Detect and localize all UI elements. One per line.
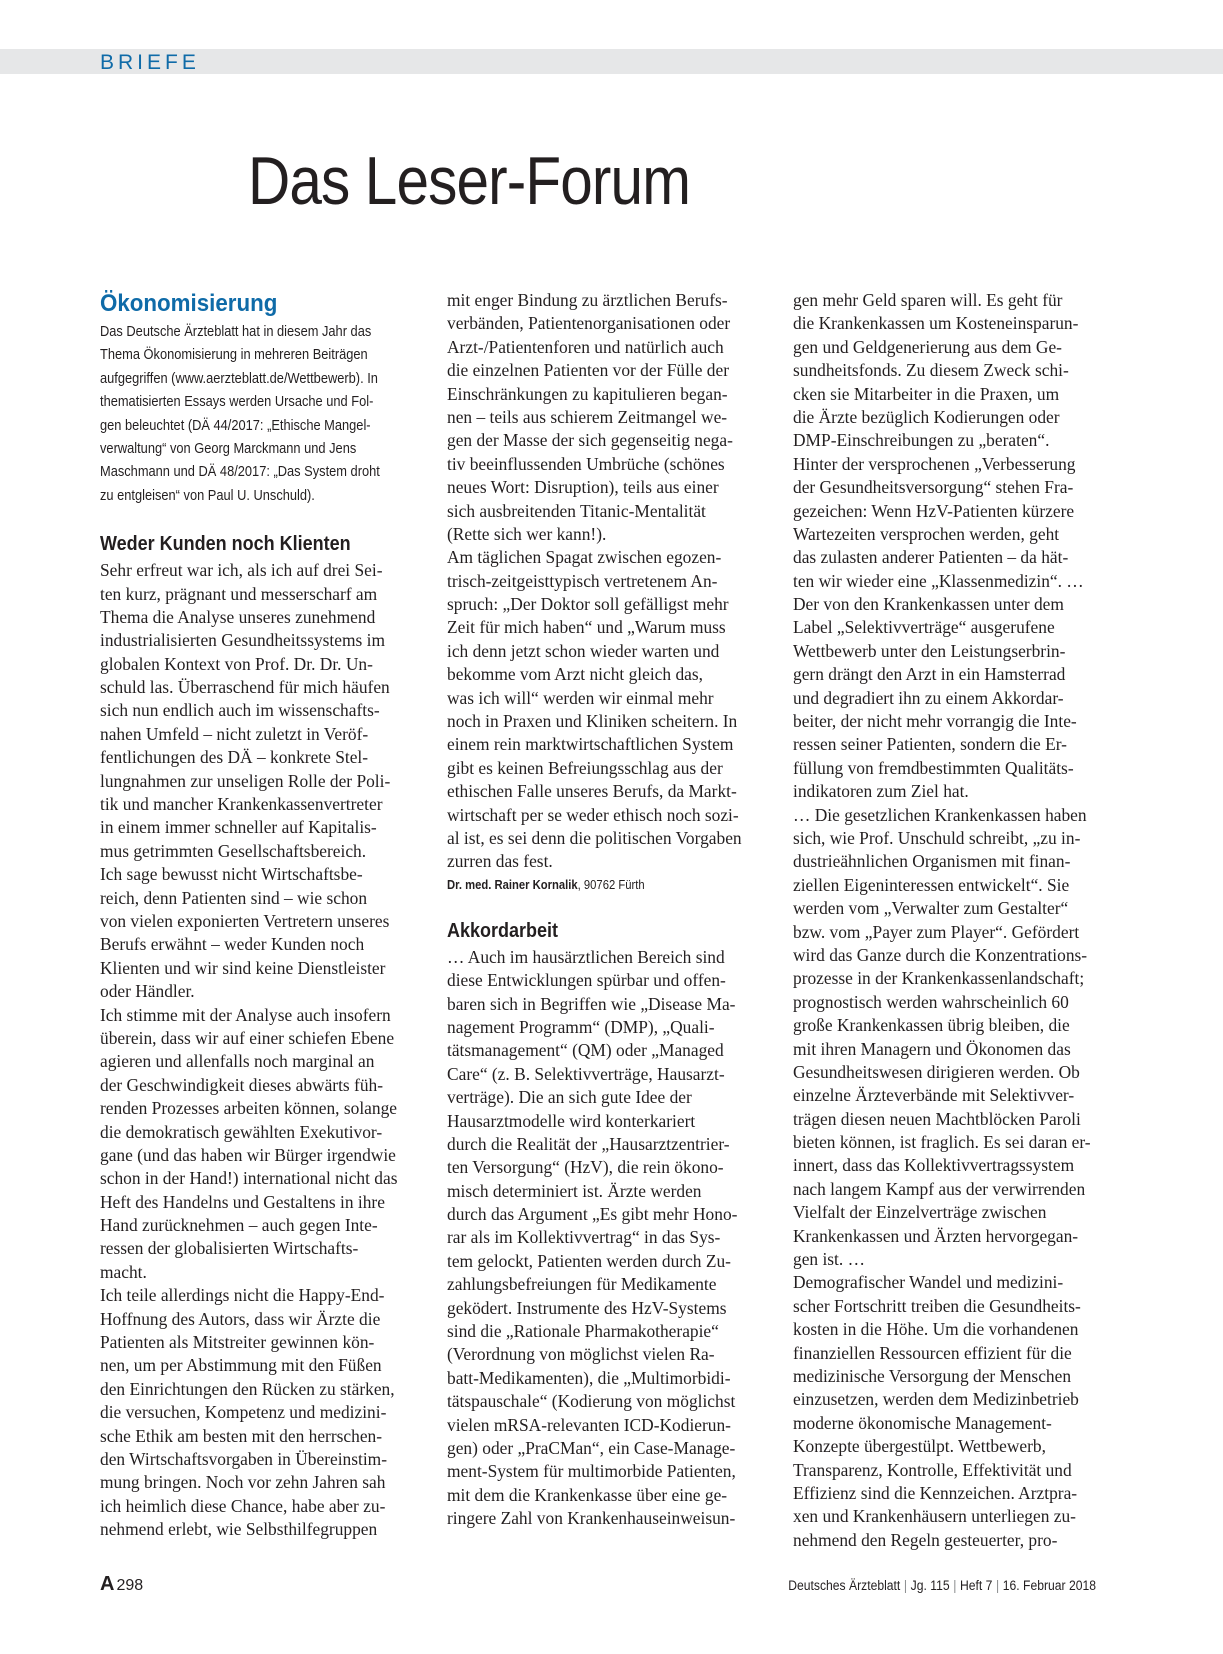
- text-line: Berufs erwähnt – weder Kunden noch: [100, 934, 365, 955]
- text-line: fentlichungen des DÄ – konkrete Stel-: [100, 747, 369, 768]
- text-line: mus getrimmten Gesellschaftsbereich.: [100, 840, 367, 861]
- text-line: nagement Programm“ (DMP), „Quali-: [447, 1016, 715, 1037]
- text-line: den Einrichtungen den Rücken zu stärken,: [100, 1378, 395, 1399]
- text-line: geködert. Instrumente des HzV-Systems: [447, 1297, 727, 1318]
- text-line: finanziellen Ressourcen effizient für die: [793, 1342, 1072, 1363]
- text-line: Patienten als Mitstreiter gewinnen kön-: [100, 1332, 375, 1353]
- text-line: gern drängt den Arzt in ein Hamsterrad: [793, 664, 1066, 685]
- text-line: von vielen exponierten Vertretern unseres: [100, 910, 390, 931]
- text-line: industrialisierten Gesundheitssystems im: [100, 630, 385, 651]
- text-line: nehmend den Regeln gesteuerter, pro-: [793, 1529, 1058, 1550]
- text-line: noch in Praxen und Kliniken scheitern. In: [447, 711, 738, 732]
- text-line: gen ist. …: [793, 1249, 865, 1270]
- text-line: sundheitsfonds. Zu diesem Zweck schi-: [793, 360, 1069, 381]
- text-line: cken sie Mitarbeiter in die Praxen, um: [793, 383, 1060, 404]
- text-line: aufgegriffen (www.aerzteblatt.de/Wettbewerb). In: [100, 370, 378, 387]
- text-line: rar als im Kollektivvertrag“ in das Sys-: [447, 1227, 721, 1248]
- text-line: Demografischer Wandel und medizini-: [793, 1272, 1064, 1293]
- text-line: Ich stimme mit der Analyse auch insofern: [100, 1004, 391, 1025]
- text-line: Gesundheitswesen dirigieren werden. Ob: [793, 1061, 1080, 1082]
- text-line: moderne ökonomische Management-: [793, 1412, 1052, 1433]
- text-line: die Krankenkassen um Kosteneinsparun-: [793, 313, 1079, 334]
- text-line: spruch: „Der Doktor soll gefälligst mehr: [447, 594, 729, 615]
- text-line: Der von den Krankenkassen unter dem: [793, 594, 1064, 615]
- text-line: Das Deutsche Ärzteblatt hat in diesem Jahr das: [100, 324, 372, 340]
- text-line: die demokratisch gewählten Exekutivor-: [100, 1121, 383, 1142]
- text-line: gezeichen: Wenn HzV-Patienten kürzere: [793, 500, 1075, 521]
- publication-info: Deutsches Ärzteblatt | Jg. 115 | Heft 7 | 16. Februar 2018: [788, 1578, 1096, 1593]
- text-line: gane (und das haben wir Bürger irgendwie: [100, 1144, 396, 1165]
- text-line: Konzepte übergestülpt. Wettbewerb,: [793, 1436, 1046, 1457]
- text-line: diese Entwicklungen spürbar und offen-: [447, 970, 726, 991]
- text-line: renden Prozesses arbeiten können, solange: [100, 1098, 397, 1119]
- text-line: schon in der Hand!) international nicht das: [100, 1168, 398, 1189]
- text-line: neues Wort: Disruption), teils aus einer: [447, 477, 719, 498]
- author-place: , 90762 Fürth: [577, 877, 645, 892]
- column-1: [100, 288, 430, 1542]
- text-line: bekomme vom Arzt nicht gleich das,: [447, 664, 703, 685]
- text-line: Vielfalt der Einzelverträge zwischen: [793, 1202, 1047, 1223]
- text-line: sich ausbreitenden Titanic-Mentalität: [447, 500, 706, 521]
- text-line: verträge). Die an sich gute Idee der: [447, 1087, 692, 1108]
- letter-body: [100, 559, 430, 1541]
- text-line: sich nun endlich auch im wissenschafts-: [100, 700, 380, 721]
- journal-name: Deutsches Ärzteblatt: [788, 1578, 901, 1593]
- page-title: Das Leser-Forum: [248, 143, 691, 219]
- text-line: ethischen Falle unseres Berufs, da Markt-: [447, 781, 737, 802]
- text-line: agieren und allenfalls noch marginal an: [100, 1051, 375, 1072]
- text-line: nahen Umfeld – nicht zuletzt in Veröf-: [100, 723, 369, 744]
- letter-body: [447, 946, 777, 1531]
- text-line: in einem immer schneller auf Kapitalis-: [100, 817, 377, 838]
- text-line: Transparenz, Kontrolle, Effektivität und: [793, 1459, 1072, 1480]
- text-line: ten wir wieder eine „Klassenmedizin“. …: [793, 570, 1084, 591]
- page-number: [100, 1573, 143, 1597]
- text-line: ich heimlich diese Chance, habe aber zu-: [100, 1495, 386, 1516]
- letter-author: [447, 874, 744, 897]
- text-line: ich denn jetzt schon wieder warten und: [447, 640, 720, 661]
- text-line: bieten können, ist fraglich. Es sei daran er-: [793, 1132, 1091, 1153]
- journal-issue: Heft 7: [959, 1578, 993, 1593]
- text-line: überein, dass wir auf einer schiefen Ebene: [100, 1027, 395, 1048]
- text-line: al ist, es sei denn die politischen Vorgaben: [447, 827, 742, 848]
- text-line: die einzelnen Patienten vor der Fülle der: [447, 360, 730, 381]
- author-name: Dr. med. Rainer Kornalik: [447, 877, 578, 892]
- text-line: werden vom „Verwalter zum Gestalter“: [793, 898, 1069, 919]
- text-line: gen und Geldgenerierung aus dem Ge-: [793, 336, 1062, 357]
- text-line: gen) oder „PraCMan“, ein Case-Manage-: [447, 1437, 736, 1458]
- column-2: [447, 289, 777, 1531]
- text-line: Ich sage bewusst nicht Wirtschaftsbe-: [100, 864, 363, 885]
- intro-heading: Ökonomisierung: [100, 290, 278, 317]
- text-line: wird das Ganze durch die Konzentrations-: [793, 944, 1088, 965]
- page-letter: A: [100, 1573, 115, 1595]
- text-line: Klienten und wir sind keine Dienstleister: [100, 957, 386, 978]
- text-line: tätspauschale“ (Kodierung von möglichst: [447, 1391, 736, 1412]
- text-line: einzelne Ärzteverbände mit Selektivver-: [793, 1085, 1075, 1106]
- text-line: DMP-Einschreibungen zu „beraten“.: [793, 430, 1050, 451]
- text-line: … Die gesetzlichen Krankenkassen haben: [793, 804, 1087, 825]
- text-line: Effizienz sind die Kennzeichen. Arztpra-: [793, 1482, 1078, 1503]
- text-line: Hinter der versprochenen „Verbesserung: [793, 453, 1076, 474]
- text-line: Sehr erfreut war ich, als ich auf drei Sei-: [100, 560, 383, 581]
- text-line: globalen Kontext von Prof. Dr. Dr. Un-: [100, 653, 373, 674]
- text-line: Arzt-/Patientenforen und natürlich auch: [447, 336, 724, 357]
- text-line: beiter, der nicht mehr vorrangig die Inte-: [793, 711, 1077, 732]
- text-line: xen und Krankenhäusern unterliegen zu-: [793, 1506, 1076, 1527]
- letter-body: [447, 289, 777, 874]
- text-line: mit dem die Krankenkasse über eine ge-: [447, 1484, 728, 1505]
- text-line: trägen diesen neuen Machtblöcken Paroli: [793, 1108, 1081, 1129]
- text-line: Thema Ökonomisierung in mehreren Beiträgen: [100, 347, 368, 364]
- text-line: der Gesundheitsversorgung“ stehen Fra-: [793, 477, 1074, 498]
- text-line: tätsmanagement“ (QM) oder „Managed: [447, 1040, 724, 1061]
- text-line: Care“ (z. B. Selektivverträge, Hausarzt-: [447, 1063, 725, 1084]
- text-line: ten Versorgung“ (HzV), die rein ökono-: [447, 1157, 724, 1178]
- text-line: Thema die Analyse unseres zunehmend: [100, 606, 376, 627]
- text-line: reich, denn Patienten sind – wie schon: [100, 887, 368, 908]
- text-line: Maschmann und DÄ 48/2017: „Das System droht: [100, 464, 380, 481]
- text-line: nach langem Kampf aus der verwirrenden: [793, 1178, 1086, 1199]
- text-line: was ich will“ werden wir einmal mehr: [447, 687, 714, 708]
- text-line: batt-Medikamenten), die „Multimorbidi-: [447, 1367, 731, 1388]
- text-line: Einschränkungen zu kapitulieren began-: [447, 383, 728, 404]
- text-line: mit ihren Managern und Ökonomen das: [793, 1038, 1071, 1059]
- text-line: innert, dass das Kollektivvertragssystem: [793, 1155, 1075, 1176]
- text-line: ment-System für multimorbide Patienten,: [447, 1461, 736, 1482]
- text-line: medizinische Versorgung der Menschen: [793, 1365, 1072, 1386]
- text-line: baren sich in Begriffen wie „Disease Ma-: [447, 993, 736, 1014]
- text-line: ziellen Eigeninteressen entwickelt“. Sie: [793, 874, 1070, 895]
- text-line: einzusetzen, werden dem Medizinbetrieb: [793, 1389, 1079, 1410]
- text-line: mung bringen. Noch vor zehn Jahren sah: [100, 1472, 386, 1493]
- text-line: zu entgleisen“ von Paul U. Unschuld).: [100, 487, 315, 504]
- text-line: durch das Argument „Es gibt mehr Hono-: [447, 1204, 738, 1225]
- letter-heading: Akkordarbeit: [447, 919, 559, 942]
- text-line: der Geschwindigkeit dieses abwärts füh-: [100, 1074, 383, 1095]
- text-line: verwaltung“ von Georg Marckmann und Jens: [100, 440, 357, 457]
- text-line: tik und mancher Krankenkassenvertreter: [100, 794, 383, 815]
- text-line: Hausarztmodelle wird konterkariert: [447, 1110, 696, 1131]
- letter-heading: Weder Kunden noch Klienten: [100, 533, 351, 556]
- text-line: oder Händler.: [100, 981, 195, 1002]
- text-line: füllung von fremdbestimmten Qualitäts-: [793, 757, 1074, 778]
- journal-date: 16. Februar 2018: [1002, 1578, 1096, 1593]
- text-line: ressen der globalisierten Wirtschafts-: [100, 1238, 359, 1259]
- text-line: vielen mRSA-relevanten ICD-Kodierun-: [447, 1414, 731, 1435]
- text-line: misch determiniert ist. Ärzte werden: [447, 1180, 702, 1201]
- text-line: und degradiert ihn zu einem Akkordar-: [793, 687, 1064, 708]
- text-line: den Wirtschaftsvorgaben in Übereinstim-: [100, 1448, 387, 1469]
- text-line: durch die Realität der „Hausarztzentrier-: [447, 1133, 730, 1154]
- text-line: kosten in die Höhe. Um die vorhandenen: [793, 1319, 1079, 1340]
- text-line: prozesse in der Krankenkassenlandschaft;: [793, 968, 1085, 989]
- text-line: das zulasten anderer Patienten – da hät-: [793, 547, 1069, 568]
- text-line: Hand zurücknehmen – auch gegen Inte-: [100, 1215, 378, 1236]
- text-line: prognostisch werden wahrscheinlich 60: [793, 991, 1069, 1012]
- section-label: BRIEFE: [100, 51, 200, 74]
- text-line: Am täglichen Spagat zwischen egozen-: [447, 547, 722, 568]
- text-line: nen – teils aus schierem Zeitmangel we-: [447, 406, 728, 427]
- text-line: dustrieähnlichen Organismen mit finan-: [793, 851, 1071, 872]
- text-line: verbänden, Patientenorganisationen oder: [447, 313, 731, 334]
- text-line: sche Ethik am besten mit den herrschen-: [100, 1425, 383, 1446]
- text-line: die versuchen, Kompetenz und medizini-: [100, 1402, 387, 1423]
- text-line: zahlungsbefreiungen für Medikamente: [447, 1274, 717, 1295]
- text-line: lungnahmen zur unseligen Rolle der Poli-: [100, 770, 391, 791]
- text-line: die Ärzte bezüglich Kodierungen oder: [793, 406, 1060, 427]
- text-line: nen, um per Abstimmung mit den Füßen: [100, 1355, 382, 1376]
- text-line: schuld las. Überraschend für mich häufen: [100, 677, 390, 698]
- letter-body: [793, 289, 1123, 1552]
- text-line: nehmend erlebt, wie Selbsthilfegruppen: [100, 1519, 378, 1540]
- text-line: wirtschaft per se weder ethisch noch sozi-: [447, 804, 739, 825]
- text-line: mit enger Bindung zu ärztlichen Berufs-: [447, 290, 728, 310]
- text-line: Label „Selektivverträge“ ausgerufene: [793, 617, 1055, 638]
- text-line: Hoffnung des Autors, dass wir Ärzte die: [100, 1308, 381, 1329]
- text-line: macht.: [100, 1261, 147, 1282]
- text-line: Krankenkassen und Ärzten hervorgegan-: [793, 1225, 1079, 1246]
- text-line: gen beleuchtet (DÄ 44/2017: „Ethische Mangel-: [100, 417, 371, 434]
- text-line: sich, wie Prof. Unschuld schreibt, „zu in-: [793, 827, 1081, 848]
- text-line: einem rein marktwirtschaftlichen System: [447, 734, 734, 755]
- text-line: Heft des Handelns und Gestaltens in ihre: [100, 1191, 385, 1212]
- text-line: ressen seiner Patienten, sondern die Er-: [793, 734, 1067, 755]
- text-line: Zeit für mich haben“ und „Warum muss: [447, 617, 726, 638]
- text-line: Ich teile allerdings nicht die Happy-End-: [100, 1285, 385, 1306]
- text-line: scher Fortschritt treiben die Gesundheits-: [793, 1295, 1081, 1316]
- text-line: indikatoren zum Ziel hat.: [793, 781, 969, 802]
- text-line: Wartezeiten versprochen werden, geht: [793, 523, 1060, 544]
- text-line: thematisierten Essays werden Ursache und Fol-: [100, 394, 374, 411]
- text-line: ten kurz, prägnant und messerscharf am: [100, 583, 378, 604]
- text-line: gen mehr Geld sparen will. Es geht für: [793, 290, 1063, 310]
- text-line: tiv beeinflussenden Umbrüche (schönes: [447, 453, 725, 474]
- text-line: Wettbewerb unter den Leistungserbrin-: [793, 640, 1066, 661]
- text-line: bzw. vom „Payer zum Player“. Gefördert: [793, 921, 1080, 942]
- intro-text: [100, 321, 430, 508]
- text-line: (Rette sich wer kann!).: [447, 523, 607, 544]
- text-line: ringere Zahl von Krankenhauseinweisun-: [447, 1508, 736, 1529]
- text-line: … Auch im hausärztlichen Bereich sind: [447, 946, 725, 967]
- text-line: gen der Masse der sich gegenseitig nega-: [447, 430, 733, 451]
- text-line: gibt es keinen Befreiungsschlag aus der: [447, 757, 723, 778]
- text-line: trisch-zeitgeisttypisch vertretenem An-: [447, 570, 718, 591]
- text-line: (Verordnung von möglichst vielen Ra-: [447, 1344, 715, 1365]
- text-line: sind die „Rationale Pharmakotherapie“: [447, 1321, 719, 1342]
- column-3: [793, 289, 1123, 1552]
- text-line: zurren das fest.: [447, 851, 553, 872]
- journal-volume: Jg. 115: [910, 1578, 950, 1593]
- page-number-value: 298: [116, 1577, 144, 1594]
- text-line: große Krankenkassen übrig bleiben, die: [793, 1015, 1070, 1036]
- text-line: tem gelockt, Patienten werden durch Zu-: [447, 1250, 731, 1271]
